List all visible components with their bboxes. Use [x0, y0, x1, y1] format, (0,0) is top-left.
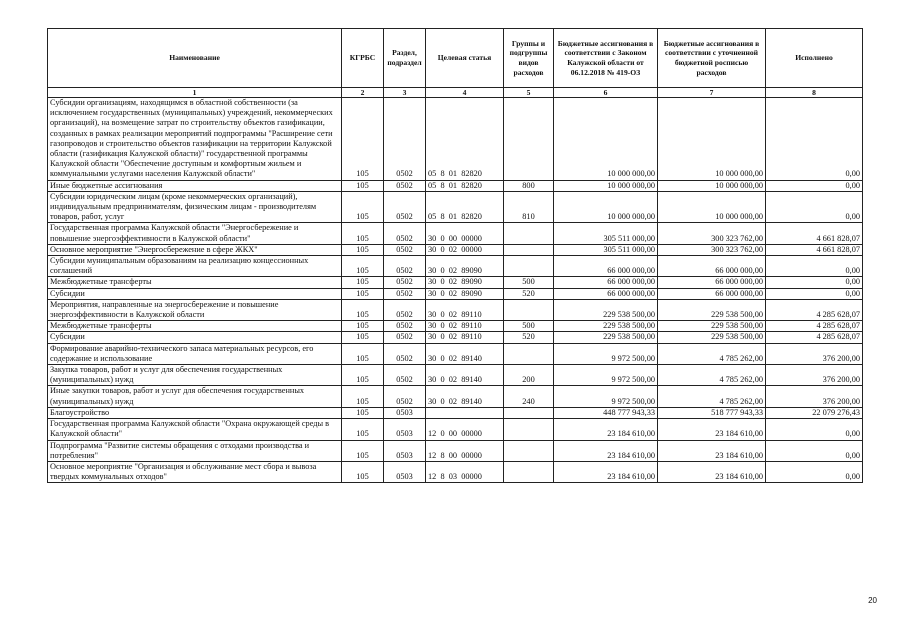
- table-row: [48, 332, 863, 343]
- row-kgrbs: 105: [342, 288, 384, 299]
- row-target: 30 0 02 89090: [426, 256, 504, 277]
- column-number: 1: [48, 88, 342, 98]
- row-target: 12 8 00 00000: [426, 440, 504, 461]
- table-row: [48, 365, 863, 386]
- row-executed-amount: 0,00: [766, 98, 863, 181]
- row-law-amount: 229 538 500,00: [554, 332, 658, 343]
- table-row: [48, 440, 863, 461]
- row-section: 0502: [384, 299, 426, 320]
- row-target: 30 0 02 89140: [426, 343, 504, 364]
- row-kgrbs: 105: [342, 365, 384, 386]
- row-section: 0502: [384, 365, 426, 386]
- header-groups: Группы и подгруппы видов расходов: [504, 29, 554, 88]
- row-law-amount: 229 538 500,00: [554, 321, 658, 332]
- table-row: [48, 180, 863, 191]
- row-name: Основное мероприятие "Энергосбережение в сфере ЖКХ": [48, 244, 342, 255]
- row-target: 05 8 01 82820: [426, 191, 504, 223]
- row-law-amount: 9 972 500,00: [554, 343, 658, 364]
- header-executed: Исполнено: [766, 29, 863, 88]
- row-kgrbs: 105: [342, 244, 384, 255]
- row-section: 0502: [384, 180, 426, 191]
- row-refined-amount: 23 184 610,00: [658, 461, 766, 482]
- row-name: Субсидии муниципальным образованиям на реализацию концессионных соглашений: [48, 256, 342, 277]
- column-number: 6: [554, 88, 658, 98]
- header-target: Целевая статья: [426, 29, 504, 88]
- column-number: 8: [766, 88, 863, 98]
- row-group: [504, 440, 554, 461]
- row-group: [504, 461, 554, 482]
- row-name: Межбюджетные трансферты: [48, 321, 342, 332]
- page-number: 20: [868, 596, 877, 605]
- row-refined-amount: 4 785 262,00: [658, 386, 766, 407]
- row-group: 240: [504, 386, 554, 407]
- row-executed-amount: 4 661 828,07: [766, 223, 863, 244]
- row-section: 0502: [384, 386, 426, 407]
- row-refined-amount: 518 777 943,33: [658, 407, 766, 418]
- row-target: 30 0 02 89090: [426, 277, 504, 288]
- row-group: [504, 98, 554, 181]
- row-kgrbs: 105: [342, 191, 384, 223]
- column-number: 4: [426, 88, 504, 98]
- row-refined-amount: 66 000 000,00: [658, 277, 766, 288]
- row-section: 0503: [384, 419, 426, 440]
- row-executed-amount: 0,00: [766, 277, 863, 288]
- row-name: Основное мероприятие "Организация и обслуживание мест сбора и вывоза твердых коммунальных отходов": [48, 461, 342, 482]
- row-name: Субсидии: [48, 332, 342, 343]
- row-law-amount: 66 000 000,00: [554, 288, 658, 299]
- row-law-amount: 448 777 943,33: [554, 407, 658, 418]
- row-target: 30 0 02 89140: [426, 386, 504, 407]
- header-row: [48, 29, 863, 88]
- row-kgrbs: 105: [342, 407, 384, 418]
- row-target: 30 0 02 89090: [426, 288, 504, 299]
- row-section: 0502: [384, 288, 426, 299]
- row-executed-amount: 376 200,00: [766, 365, 863, 386]
- row-name: Субсидии: [48, 288, 342, 299]
- row-group: 200: [504, 365, 554, 386]
- row-name: Субсидии юридическим лицам (кроме некоммерческих организаций), индивидуальным предпринимателям, физическим лицам - производителям товаров, работ, услуг: [48, 191, 342, 223]
- table-row: [48, 407, 863, 418]
- row-law-amount: 66 000 000,00: [554, 256, 658, 277]
- row-section: 0502: [384, 332, 426, 343]
- row-group: 520: [504, 288, 554, 299]
- row-name: Иные закупки товаров, работ и услуг для обеспечения государственных (муниципальных) нужд: [48, 386, 342, 407]
- row-law-amount: 10 000 000,00: [554, 191, 658, 223]
- table-row: [48, 386, 863, 407]
- row-law-amount: 305 511 000,00: [554, 223, 658, 244]
- row-refined-amount: 66 000 000,00: [658, 256, 766, 277]
- row-executed-amount: 4 285 628,07: [766, 299, 863, 320]
- row-law-amount: 9 972 500,00: [554, 365, 658, 386]
- row-group: [504, 256, 554, 277]
- row-section: 0502: [384, 223, 426, 244]
- row-executed-amount: 0,00: [766, 461, 863, 482]
- row-law-amount: 9 972 500,00: [554, 386, 658, 407]
- row-refined-amount: 229 538 500,00: [658, 332, 766, 343]
- row-name: Государственная программа Калужской области "Энергосбережение и повышение энергоэффективности в Калужской области": [48, 223, 342, 244]
- row-refined-amount: 23 184 610,00: [658, 419, 766, 440]
- row-refined-amount: 23 184 610,00: [658, 440, 766, 461]
- header-name: Наименование: [48, 29, 342, 88]
- row-target: 12 0 00 00000: [426, 419, 504, 440]
- row-executed-amount: 0,00: [766, 256, 863, 277]
- row-law-amount: 10 000 000,00: [554, 180, 658, 191]
- row-law-amount: 23 184 610,00: [554, 419, 658, 440]
- row-target: 05 8 01 82820: [426, 180, 504, 191]
- row-section: 0503: [384, 440, 426, 461]
- column-number: 3: [384, 88, 426, 98]
- row-refined-amount: 4 785 262,00: [658, 365, 766, 386]
- row-refined-amount: 300 323 762,00: [658, 244, 766, 255]
- header-refined: Бюджетные ассигнования в соответствии с уточненной бюджетной росписью расходов: [658, 29, 766, 88]
- row-name: Государственная программа Калужской области "Охрана окружающей среды в Калужской области": [48, 419, 342, 440]
- table-row: [48, 223, 863, 244]
- row-law-amount: 23 184 610,00: [554, 440, 658, 461]
- row-executed-amount: 22 079 276,43: [766, 407, 863, 418]
- row-refined-amount: 10 000 000,00: [658, 191, 766, 223]
- row-target: 30 0 02 00000: [426, 244, 504, 255]
- table-row: [48, 277, 863, 288]
- row-executed-amount: 4 661 828,07: [766, 244, 863, 255]
- row-group: 810: [504, 191, 554, 223]
- table-row: [48, 321, 863, 332]
- row-group: [504, 244, 554, 255]
- table-row: [48, 98, 863, 181]
- row-executed-amount: 376 200,00: [766, 343, 863, 364]
- row-executed-amount: 0,00: [766, 419, 863, 440]
- table-row: [48, 256, 863, 277]
- row-kgrbs: 105: [342, 343, 384, 364]
- budget-table: [47, 28, 863, 483]
- row-section: 0502: [384, 343, 426, 364]
- row-executed-amount: 4 285 628,07: [766, 321, 863, 332]
- row-section: 0502: [384, 277, 426, 288]
- row-group: [504, 223, 554, 244]
- row-section: 0502: [384, 256, 426, 277]
- row-law-amount: 10 000 000,00: [554, 98, 658, 181]
- row-kgrbs: 105: [342, 461, 384, 482]
- header-kgrbs: КГРБС: [342, 29, 384, 88]
- row-section: 0502: [384, 321, 426, 332]
- row-kgrbs: 105: [342, 256, 384, 277]
- row-name: Формирование аварийно-технического запаса материальных ресурсов, его содержание и использование: [48, 343, 342, 364]
- row-section: 0502: [384, 98, 426, 181]
- row-law-amount: 229 538 500,00: [554, 299, 658, 320]
- row-group: [504, 343, 554, 364]
- table-row: [48, 461, 863, 482]
- row-section: 0503: [384, 407, 426, 418]
- row-executed-amount: 0,00: [766, 191, 863, 223]
- row-executed-amount: 376 200,00: [766, 386, 863, 407]
- table-row: [48, 343, 863, 364]
- row-refined-amount: 300 323 762,00: [658, 223, 766, 244]
- row-name: Иные бюджетные ассигнования: [48, 180, 342, 191]
- row-executed-amount: 0,00: [766, 440, 863, 461]
- row-refined-amount: 10 000 000,00: [658, 98, 766, 181]
- row-kgrbs: 105: [342, 321, 384, 332]
- row-section: 0502: [384, 244, 426, 255]
- header-section: Раздел, подраздел: [384, 29, 426, 88]
- row-target: 12 8 03 00000: [426, 461, 504, 482]
- row-kgrbs: 105: [342, 440, 384, 461]
- row-law-amount: 66 000 000,00: [554, 277, 658, 288]
- row-target: 30 0 02 89110: [426, 332, 504, 343]
- row-refined-amount: 4 785 262,00: [658, 343, 766, 364]
- row-name: Закупка товаров, работ и услуг для обеспечения государственных (муниципальных) нужд: [48, 365, 342, 386]
- row-executed-amount: 4 285 628,07: [766, 332, 863, 343]
- table-row: [48, 299, 863, 320]
- header-law: Бюджетные ассигнования в соответствии с Законом Калужской области от 06.12.2018 № 419-ОЗ: [554, 29, 658, 88]
- row-group: [504, 299, 554, 320]
- row-target: 05 8 01 82820: [426, 98, 504, 181]
- row-name: Межбюджетные трансферты: [48, 277, 342, 288]
- row-kgrbs: 105: [342, 386, 384, 407]
- column-number: 2: [342, 88, 384, 98]
- row-kgrbs: 105: [342, 419, 384, 440]
- row-name: Мероприятия, направленные на энергосбережение и повышение энергоэффективности в Калужской области: [48, 299, 342, 320]
- row-group: 500: [504, 277, 554, 288]
- row-group: [504, 419, 554, 440]
- row-target: 30 0 00 00000: [426, 223, 504, 244]
- column-number: 5: [504, 88, 554, 98]
- table-row: [48, 288, 863, 299]
- row-group: 800: [504, 180, 554, 191]
- row-group: [504, 407, 554, 418]
- row-law-amount: 23 184 610,00: [554, 461, 658, 482]
- table-row: [48, 419, 863, 440]
- row-target: 30 0 02 89110: [426, 321, 504, 332]
- row-refined-amount: 10 000 000,00: [658, 180, 766, 191]
- column-number: 7: [658, 88, 766, 98]
- row-law-amount: 305 511 000,00: [554, 244, 658, 255]
- row-kgrbs: 105: [342, 180, 384, 191]
- row-refined-amount: 229 538 500,00: [658, 321, 766, 332]
- row-refined-amount: 229 538 500,00: [658, 299, 766, 320]
- row-refined-amount: 66 000 000,00: [658, 288, 766, 299]
- row-section: 0502: [384, 191, 426, 223]
- table-row: [48, 244, 863, 255]
- row-executed-amount: 0,00: [766, 180, 863, 191]
- row-kgrbs: 105: [342, 332, 384, 343]
- row-target: 30 0 02 89110: [426, 299, 504, 320]
- row-kgrbs: 105: [342, 299, 384, 320]
- row-target: 30 0 02 89140: [426, 365, 504, 386]
- row-kgrbs: 105: [342, 223, 384, 244]
- row-executed-amount: 0,00: [766, 288, 863, 299]
- column-number-row: [48, 88, 863, 98]
- row-group: 520: [504, 332, 554, 343]
- row-name: Подпрограмма "Развитие системы обращения с отходами производства и потребления": [48, 440, 342, 461]
- table-row: [48, 191, 863, 223]
- row-kgrbs: 105: [342, 98, 384, 181]
- row-target: [426, 407, 504, 418]
- row-name: Субсидии организациям, находящимся в областной собственности (за исключением государственных (муниципальных) учреждений, некоммерческих организаций), на возмещение затрат по строительству объектов газификации, созданных в рамках реализации мероприятий подпрограммы "Расширение сети газопроводов и строительство объектов газификации на территории Калужской области (газификация Калужской области)" государственной программы Калужской области "Обеспечение доступным и комфортным жильем и коммунальными услугами населения Калужской области": [48, 98, 342, 181]
- row-section: 0503: [384, 461, 426, 482]
- row-name: Благоустройство: [48, 407, 342, 418]
- row-kgrbs: 105: [342, 277, 384, 288]
- row-group: 500: [504, 321, 554, 332]
